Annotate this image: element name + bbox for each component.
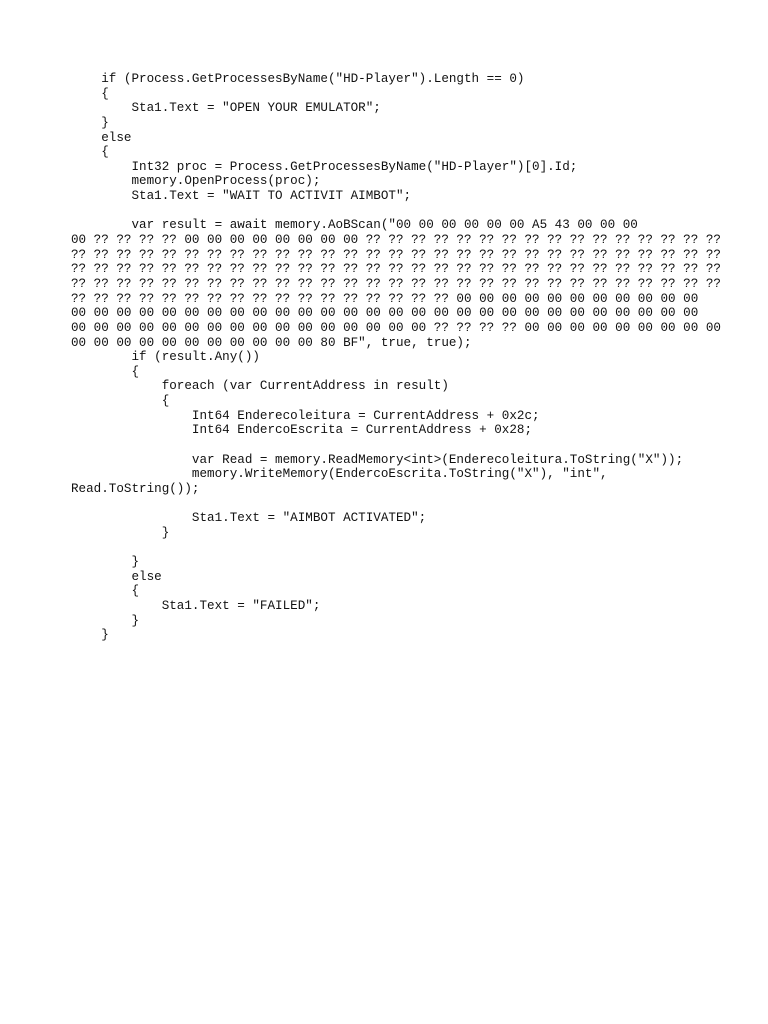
- code-line: ?? ?? ?? ?? ?? ?? ?? ?? ?? ?? ?? ?? ?? ?? ?? ?? ?? ?? ?? ?? ?? ?? ?? ?? ?? ?? ?? ?? ??: [71, 247, 721, 262]
- code-line: {: [71, 145, 109, 160]
- code-line: foreach (var CurrentAddress in result): [71, 379, 449, 394]
- code-line: }: [71, 525, 170, 540]
- code-line: [71, 497, 711, 512]
- code-line: {: [71, 86, 109, 101]
- code-line: 00 ?? ?? ?? ?? 00 00 00 00 00 00 00 00 ?? ?? ?? ?? ?? ?? ?? ?? ?? ?? ?? ?? ?? ?? ?? ??: [71, 233, 721, 248]
- code-line: if (result.Any()): [71, 350, 260, 365]
- code-line: ?? ?? ?? ?? ?? ?? ?? ?? ?? ?? ?? ?? ?? ?? ?? ?? ?? ?? ?? ?? ?? ?? ?? ?? ?? ?? ?? ?? ??: [71, 276, 721, 291]
- code-line: [71, 541, 711, 556]
- code-line: Sta1.Text = "AIMBOT ACTIVATED";: [71, 511, 427, 526]
- code-line: }: [71, 555, 140, 570]
- code-line: Sta1.Text = "WAIT TO ACTIVIT AIMBOT";: [71, 189, 412, 204]
- code-line: 00 00 00 00 00 00 00 00 00 00 00 00 00 00 00 00 ?? ?? ?? ?? 00 00 00 00 00 00 00 00 00: [71, 320, 721, 335]
- code-line: }: [71, 613, 140, 628]
- code-line: var result = await memory.AoBScan("00 00 00 00 00 00 A5 43 00 00 00: [71, 218, 638, 233]
- code-line: ?? ?? ?? ?? ?? ?? ?? ?? ?? ?? ?? ?? ?? ?? ?? ?? ?? ?? ?? ?? ?? ?? ?? ?? ?? ?? ?? ?? ??: [71, 262, 721, 277]
- code-line: Read.ToString());: [71, 481, 200, 496]
- code-line: else: [71, 130, 132, 145]
- code-line: {: [71, 584, 140, 599]
- code-line: 00 00 00 00 00 00 00 00 00 00 00 80 BF", true, true);: [71, 335, 472, 350]
- code-line: [71, 204, 711, 219]
- code-line: memory.OpenProcess(proc);: [71, 174, 321, 189]
- code-line: ?? ?? ?? ?? ?? ?? ?? ?? ?? ?? ?? ?? ?? ?? ?? ?? ?? 00 00 00 00 00 00 00 00 00 00 00: [71, 291, 699, 306]
- code-line: Sta1.Text = "OPEN YOUR EMULATOR";: [71, 101, 381, 116]
- code-line: {: [71, 364, 140, 379]
- code-line: Int64 Enderecoleitura = CurrentAddress + 0x2c;: [71, 408, 540, 423]
- code-line: Int32 proc = Process.GetProcessesByName("HD-Player")[0].Id;: [71, 159, 578, 174]
- code-line: var Read = memory.ReadMemory<int>(Enderecoleitura.ToString("X"));: [71, 452, 684, 467]
- code-line: Int64 EndercoEscrita = CurrentAddress + 0x28;: [71, 423, 533, 438]
- code-line: if (Process.GetProcessesByName("HD-Player").Length == 0): [71, 72, 525, 86]
- code-line: else: [71, 569, 162, 584]
- code-line: }: [71, 115, 109, 130]
- code-line: memory.WriteMemory(EndercoEscrita.ToString("X"), "int",: [71, 467, 608, 482]
- code-block: [71, 72, 721, 643]
- code-line: Sta1.Text = "FAILED";: [71, 599, 321, 614]
- code-line: [71, 438, 711, 453]
- code-line: 00 00 00 00 00 00 00 00 00 00 00 00 00 00 00 00 00 00 00 00 00 00 00 00 00 00 00 00: [71, 306, 699, 321]
- code-line: {: [71, 394, 170, 409]
- code-line: }: [71, 628, 109, 643]
